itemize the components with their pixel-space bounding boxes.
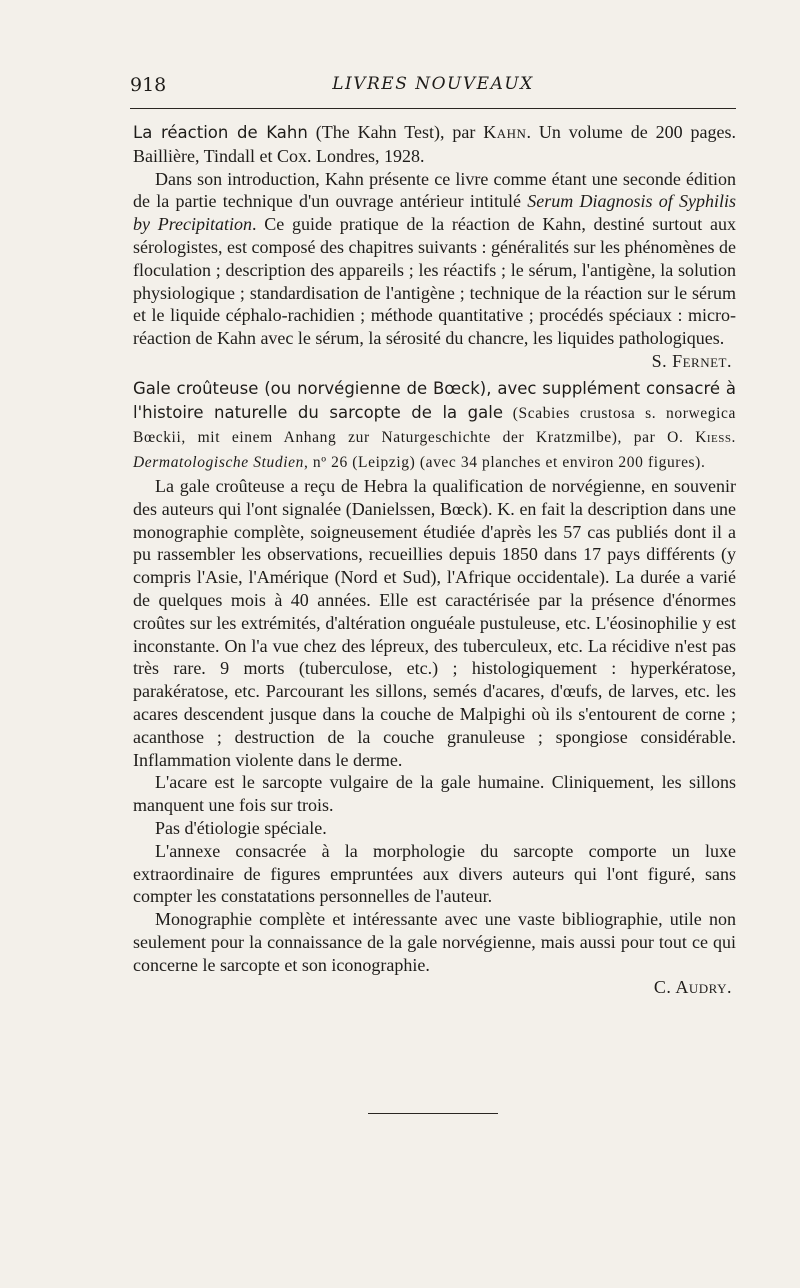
reference-text: , nº 26 (Leipzig) (avec 34 planches et environ 200 figures). — [303, 454, 706, 472]
page-body — [133, 121, 736, 1003]
reference-text: (Scabies crustosa s. norwegica Bœckii, mit einem Anhang zur Naturgeschichte der Kratzmilbe), par O. — [133, 404, 736, 447]
entry-heading — [133, 377, 736, 475]
review-paragraph: L'acare est le sarcopte vulgaire de la gale humaine. Cliniquement, les sillons manquent une fois sur trois. — [133, 772, 736, 816]
review-paragraph: La gale croûteuse a reçu de Hebra la qualification de norvégienne, en souvenir des auteurs qui l'ont signalée (Danielssen, Bœck). K. en fait la description dans une monographie complète, soigneusement étudiée d'après les 57 cas publiés dont il a pu rassembler les observations, recueillies depuis 1850 dans 17 pays différents (y compris l'Asie, l'Amérique (Nord et Sud), l'Afrique occidentale). La durée a varié de quelques mois à 40 années. Elle est caractérisée par la présence d'énormes croûtes sur les extrémités, d'altération onguéale pustuleuse, etc. L'éosinophilie y est inconstante. On l'a vue chez des lépreux, des tuberculeux, etc. La récidive n'est pas très rare. 9 morts (tuberculose, etc.) ; histologiquement : hyperkératose, parakératose, etc. Parcourant les sillons, semés d'acares, d'œufs, de larves, etc. les acares descendent jusque dans la couche de Malpighi où ils s'entourent de corne ; acanthose ; destruction de la couche granuleuse ; spongiose considérable. Inflammation violente dans le derme. — [133, 475, 736, 770]
page-header — [130, 74, 736, 100]
running-head: LIVRES NOUVEAUX — [332, 74, 534, 94]
entry-author: Kahn — [483, 122, 527, 142]
entry-publication: . Un volume de 200 pages. Baillière, Tindall et Cox. Londres, 1928. — [133, 122, 736, 166]
entry-heading — [133, 121, 736, 168]
review-paragraph: Pas d'étiologie spéciale. — [155, 817, 327, 838]
journal-title: Dermatologische Studien — [133, 454, 304, 472]
end-rule — [368, 1113, 498, 1114]
review-paragraph: L'annexe consacrée à la morphologie du sarcopte comporte un luxe extraordinaire de figures empruntées aux divers auteurs qui l'ont figuré, sans compter les constatations personnelles de l'auteur. — [133, 840, 736, 907]
review-entry-gale — [133, 377, 736, 1000]
paragraph-text: . Ce guide pratique de la réaction de Kahn, destiné surtout aux sérologistes, est composé des chapitres suivants : généralités sur les phénomènes de floculation ; description des appareils ; les réactifs ; le sérum, l'antigène, la solution physiologique ; standardisation de l'antigène ; technique de la réaction sur le sérum et le liquide céphalo-rachidien ; méthode quantitative ; procédés spéciaux : micro-réaction de Kahn avec le sérum, la sérosité du chancre, les liquides pathologiques. — [133, 214, 736, 349]
review-entry-kahn — [133, 121, 736, 373]
entry-reference: (The Kahn Test), par — [307, 122, 484, 142]
reviewer-signature — [133, 976, 732, 999]
review-paragraph: Monographie complète et intéressante avec une vaste bibliographie, utile non seulement pour la connaissance de la gale norvégienne, mais aussi pour tout ce qui concerne le sarcopte et son iconographie. — [133, 909, 736, 975]
review-paragraph — [133, 168, 736, 350]
paragraph-text: Dans son introduction, Kahn présente ce livre comme étant une seconde édition de la partie technique d'un ouvrage antérieur intitulé — [133, 168, 736, 212]
cited-title: Serum Diagnosis of Syphilis by Precipitation — [133, 191, 736, 235]
header-rule — [130, 108, 736, 109]
reference-text: . — [731, 429, 736, 447]
reviewer-signature — [133, 350, 732, 373]
signature-text: C. Audry. — [653, 977, 732, 998]
signature-text: S. Fernet. — [651, 350, 732, 371]
page-number: 918 — [130, 74, 167, 96]
entry-title: Gale croûteuse (ou norvégienne de Bœck), avec supplément consacré à l'histoire naturelle du sarcopte de la gale — [133, 378, 736, 422]
entry-author: Kiess — [695, 429, 732, 447]
entry-title: La réaction de Kahn — [133, 123, 308, 142]
